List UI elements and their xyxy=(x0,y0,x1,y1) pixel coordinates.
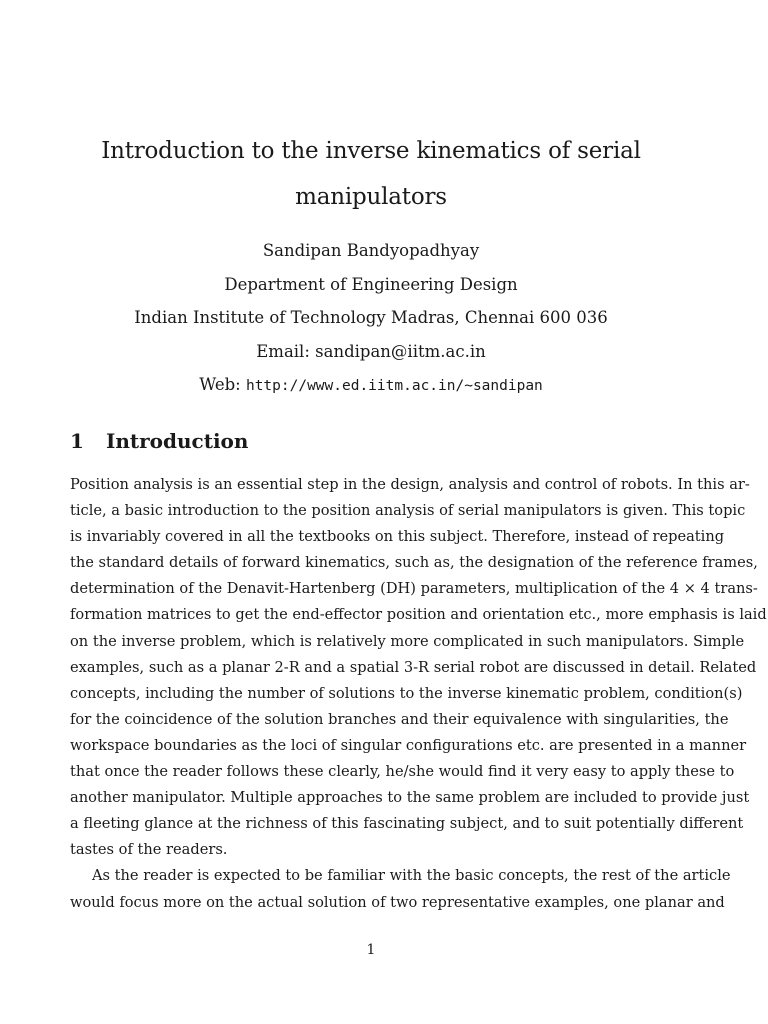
body-text xyxy=(70,472,767,916)
web-label: Web: xyxy=(199,375,246,394)
paragraph-2 xyxy=(70,863,731,915)
paper-title-line-2: manipulators xyxy=(295,184,447,210)
text-line: Position analysis is an essential step in the design, analysis and control of robots. In this ar- xyxy=(70,476,750,493)
web-url: http://www.ed.iitm.ac.in/~sandipan xyxy=(245,378,543,394)
text-line: the standard details of forward kinematics, such as, the designation of the reference frames, xyxy=(70,554,758,572)
author-email: Email: sandipan@iitm.ac.in xyxy=(256,341,486,361)
text-line: tastes of the readers. xyxy=(70,841,228,859)
paper-title-line-1: Introduction to the inverse kinematics of serial xyxy=(101,138,641,164)
text-line: ticle, a basic introduction to the position analysis of serial manipulators is given. This topic xyxy=(70,502,746,520)
text-line: determination of the Denavit-Hartenberg (DH) parameters, multiplication of the 4 × 4 trans- xyxy=(70,580,758,598)
paragraph-1 xyxy=(70,472,767,863)
section-title: Introduction xyxy=(106,429,249,453)
text-line: As the reader is expected to be familiar with the basic concepts, the rest of the article xyxy=(92,867,731,885)
author-department: Department of Engineering Design xyxy=(224,274,518,294)
page-number: 1 xyxy=(366,942,376,958)
text-line: for the coincidence of the solution branches and their equivalence with singularities, the xyxy=(70,710,729,728)
text-line: would focus more on the actual solution of two representative examples, one planar and xyxy=(70,893,725,911)
author-institute: Indian Institute of Technology Madras, Chennai 600 036 xyxy=(134,308,608,327)
text-line: a fleeting glance at the richness of this fascinating subject, and to suit potentially different xyxy=(70,815,744,833)
author-name: Sandipan Bandyopadhyay xyxy=(262,241,480,260)
text-line: on the inverse problem, which is relatively more complicated in such manipulators. Simple xyxy=(70,632,745,650)
text-line: is invariably covered in all the textbooks on this subject. Therefore, instead of repeating xyxy=(70,528,725,546)
text-line: that once the reader follows these clearly, he/she would find it very easy to apply these to xyxy=(70,763,735,781)
text-line: workspace boundaries as the loci of singular configurations etc. are presented in a manner xyxy=(70,736,747,754)
text-line: formation matrices to get the end-effector position and orientation etc., more emphasis is laid xyxy=(70,606,767,624)
text-line: another manipulator. Multiple approaches to the same problem are included to provide just xyxy=(70,789,750,807)
section-number: 1 xyxy=(70,429,84,453)
author-web xyxy=(70,368,672,404)
section-heading xyxy=(70,425,248,457)
text-line: concepts, including the number of solutions to the inverse kinematic problem, condition(s) xyxy=(70,684,743,702)
text-line: examples, such as a planar 2-R and a spatial 3-R serial robot are discussed in detail. Related xyxy=(70,658,757,676)
paper-title xyxy=(70,128,672,220)
author-block xyxy=(70,234,672,404)
